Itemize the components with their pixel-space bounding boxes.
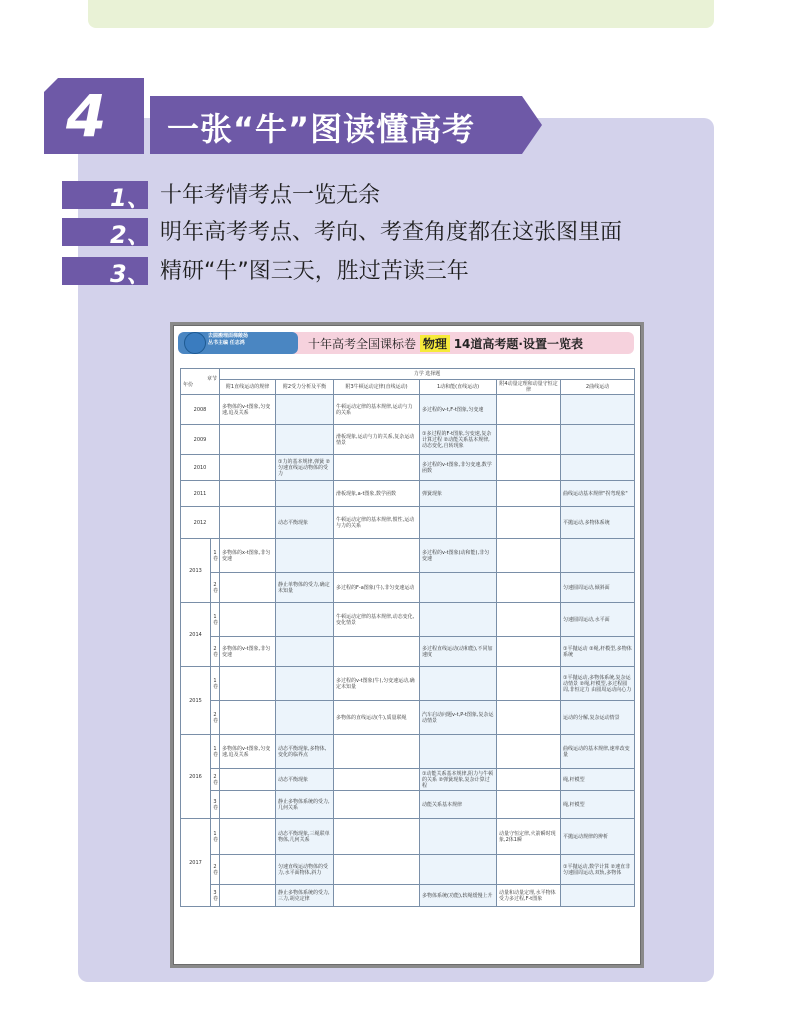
table-cell: 动态平衡现象,三绳联单物体,几何关系 bbox=[276, 819, 334, 855]
table-row bbox=[181, 637, 635, 667]
paper-cell: 2卷 bbox=[211, 637, 220, 667]
table-cell: 静止多物体系统的受力,三力,胡克定律 bbox=[276, 885, 334, 907]
table-cell bbox=[561, 539, 635, 573]
table-cell bbox=[220, 481, 276, 507]
table-row bbox=[181, 791, 635, 819]
table-cell: 多过程直线运动(动和能),不同加速度 bbox=[420, 637, 497, 667]
table-cell: 多过程的v-t,F-t图象,匀变速 bbox=[420, 395, 497, 425]
table-cell bbox=[420, 507, 497, 539]
table-cell: 运动的分解,复杂运动情景 bbox=[561, 701, 635, 735]
table-cell bbox=[276, 637, 334, 667]
table-cell bbox=[220, 507, 276, 539]
table-row bbox=[181, 573, 635, 603]
table-cell bbox=[334, 455, 420, 481]
table-cell bbox=[276, 425, 334, 455]
year-cell: 2015 bbox=[181, 667, 211, 735]
table-cell bbox=[220, 667, 276, 701]
table-cell: 多过程的v-t图象(动和能),非匀变速 bbox=[420, 539, 497, 573]
table-cell: 绳,杆模型 bbox=[561, 791, 635, 819]
year-cell: 2008 bbox=[181, 395, 220, 425]
table-cell bbox=[497, 539, 561, 573]
paper-cell: 1卷 bbox=[211, 667, 220, 701]
table-cell bbox=[420, 735, 497, 769]
table-cell: ①力的基本规律,弹簧 ②匀速直线运动物体的受力 bbox=[276, 455, 334, 481]
paper-cell: 2卷 bbox=[211, 573, 220, 603]
column-header: 1动和能(直线运动) bbox=[420, 380, 497, 395]
table-cell: 多物体的v-t图象,匀变速,追及关系 bbox=[220, 395, 276, 425]
table-cell: 静止单物体的受力,确定未知量 bbox=[276, 573, 334, 603]
table-row bbox=[181, 885, 635, 907]
table-cell: 多物体的直线运动(牛),质量联绳 bbox=[334, 701, 420, 735]
badge-number: 4 bbox=[66, 82, 107, 150]
corner-header: 章节 年份 bbox=[181, 369, 220, 395]
table-cell bbox=[497, 573, 561, 603]
table-row bbox=[181, 769, 635, 791]
document-header bbox=[178, 330, 634, 356]
table-cell bbox=[497, 603, 561, 637]
table-cell bbox=[420, 819, 497, 855]
table-cell bbox=[420, 667, 497, 701]
table-row bbox=[181, 425, 635, 455]
table-cell bbox=[220, 769, 276, 791]
table-cell: 多物体的x-t图象,非匀变速 bbox=[220, 539, 276, 573]
table-row bbox=[181, 507, 635, 539]
category-row bbox=[181, 369, 635, 380]
table-cell bbox=[220, 819, 276, 855]
paper-cell: 3卷 bbox=[211, 885, 220, 907]
paper-cell: 2卷 bbox=[211, 855, 220, 885]
table-cell bbox=[497, 395, 561, 425]
table-cell: ①多过程的F-t图象,匀变速,复杂计算过程 ②动能关系基本规律,动态变化,自转现象 bbox=[420, 425, 497, 455]
table-cell bbox=[276, 603, 334, 637]
paper-cell: 1卷 bbox=[211, 539, 220, 573]
table-cell: 多物体的v-t图象,匀变速,追及关系 bbox=[220, 735, 276, 769]
table-cell bbox=[420, 573, 497, 603]
table-cell bbox=[276, 395, 334, 425]
table-cell: 动量和动量定理,水平物体受力多过程,F-t图象 bbox=[497, 885, 561, 907]
year-cell: 2014 bbox=[181, 603, 211, 667]
table-body bbox=[181, 395, 635, 907]
table-cell bbox=[497, 769, 561, 791]
table-cell bbox=[220, 855, 276, 885]
table-cell: ①平抛运动,多物体系统,复杂运动情景 ②绳,杆模型,多过程圆周,非恒定力 由圆周运动向心力 bbox=[561, 667, 635, 701]
point-3-number: 3、 bbox=[110, 260, 151, 288]
year-cell: 2013 bbox=[181, 539, 211, 603]
table-cell: 动能关系基本规律 bbox=[420, 791, 497, 819]
table-cell: 动态平衡现象 bbox=[276, 769, 334, 791]
table-cell: 多过程的v-t图象(牛),匀变速运动,确定未知量 bbox=[334, 667, 420, 701]
column-header: 附4动量定理和动量守恒定律 bbox=[497, 380, 561, 395]
column-header: 附2受力分析及平衡 bbox=[276, 380, 334, 395]
table-cell: 平抛运动,多物体系统 bbox=[561, 507, 635, 539]
table-row bbox=[181, 819, 635, 855]
table-cell bbox=[334, 637, 420, 667]
table-cell bbox=[497, 637, 561, 667]
table-cell: ①平抛运动 ②绳,杆模型,多物体系统 bbox=[561, 637, 635, 667]
paper-cell: 1卷 bbox=[211, 819, 220, 855]
table-row bbox=[181, 735, 635, 769]
paper-cell: 1卷 bbox=[211, 735, 220, 769]
table-cell bbox=[561, 885, 635, 907]
table-cell bbox=[497, 701, 561, 735]
year-cell: 2010 bbox=[181, 455, 220, 481]
table-row bbox=[181, 539, 635, 573]
year-cell: 2017 bbox=[181, 819, 211, 907]
table-cell: 牛顿运动定律的基本规律,惯性,运动与力的关系 bbox=[334, 507, 420, 539]
table-row bbox=[181, 395, 635, 425]
point-3-text: 精研“牛”图三天，胜过苦读三年 bbox=[160, 259, 469, 284]
table-cell bbox=[497, 507, 561, 539]
top-decorative-bar bbox=[88, 0, 714, 28]
table-cell bbox=[276, 481, 334, 507]
table-cell bbox=[334, 791, 420, 819]
category-header: 力学 选择题 bbox=[220, 369, 635, 380]
table-cell: ①动能关系基本规律,阻力与牛顿的关系 ②弹簧现象,复杂计算过程 bbox=[420, 769, 497, 791]
table-cell bbox=[497, 481, 561, 507]
year-cell: 2012 bbox=[181, 507, 220, 539]
table-cell: 汽车启动问题v-t,P-t图象,复杂运动情景 bbox=[420, 701, 497, 735]
table-cell bbox=[420, 855, 497, 885]
table-cell bbox=[334, 769, 420, 791]
table-row bbox=[181, 855, 635, 885]
table-cell: 绳,杆模型 bbox=[561, 769, 635, 791]
table-cell: 匀速圆周运动,水平面 bbox=[561, 603, 635, 637]
table-cell bbox=[220, 455, 276, 481]
publisher-logo-icon bbox=[184, 332, 206, 354]
table-cell bbox=[420, 603, 497, 637]
table-cell bbox=[497, 735, 561, 769]
point-1-text: 十年考情考点一览无余 bbox=[160, 183, 381, 208]
table-cell bbox=[497, 855, 561, 885]
table-cell bbox=[497, 791, 561, 819]
table-cell bbox=[334, 539, 420, 573]
table-cell: 动态平衡现象 bbox=[276, 507, 334, 539]
table-row bbox=[181, 603, 635, 637]
table-row bbox=[181, 481, 635, 507]
point-2-text: 明年高考考点、考向、考查角度都在这张图里面 bbox=[160, 220, 623, 245]
table-cell: 牛顿运动定律的基本规律,动态变化,变化情景 bbox=[334, 603, 420, 637]
table-cell bbox=[220, 573, 276, 603]
paper-cell: 2卷 bbox=[211, 701, 220, 735]
column-header: 附1直线运动的规律 bbox=[220, 380, 276, 395]
table-cell: 牛顿运动定律的基本规律,运动与力的关系 bbox=[334, 395, 420, 425]
paper-cell: 1卷 bbox=[211, 603, 220, 637]
table-cell bbox=[561, 395, 635, 425]
table-cell bbox=[276, 539, 334, 573]
column-header-row bbox=[181, 380, 635, 395]
table-cell: 曲线运动基本规律"拐弯现象" bbox=[561, 481, 635, 507]
page-title: 一张“牛”图读懂高考 bbox=[167, 110, 476, 148]
table-cell: ①平抛运动,数学计算 ②速直非匀速圆周运动,双轨,多物体 bbox=[561, 855, 635, 885]
paper-cell: 2卷 bbox=[211, 769, 220, 791]
table-cell bbox=[561, 425, 635, 455]
table-cell: 动态平衡现象,多物体,变化的临界点 bbox=[276, 735, 334, 769]
table-row bbox=[181, 701, 635, 735]
table-cell bbox=[334, 735, 420, 769]
table-cell bbox=[220, 791, 276, 819]
paper-cell: 3卷 bbox=[211, 791, 220, 819]
table-cell: 滑板现象,a-t图象,数学函数 bbox=[334, 481, 420, 507]
table-cell: 多物体的v-t图象,非匀变速 bbox=[220, 637, 276, 667]
table-cell: 滑板现象,运动与力的关系,复杂运动情景 bbox=[334, 425, 420, 455]
table-cell bbox=[276, 701, 334, 735]
table-cell: 弹簧现象 bbox=[420, 481, 497, 507]
table-cell bbox=[561, 455, 635, 481]
table-cell bbox=[334, 819, 420, 855]
point-2-number: 2、 bbox=[110, 221, 151, 249]
table-cell: 多物体系统(功能),软绳缓慢上升 bbox=[420, 885, 497, 907]
table-cell bbox=[334, 885, 420, 907]
table-cell bbox=[497, 425, 561, 455]
table-cell: 曲线运动的基本规律,速率改变量 bbox=[561, 735, 635, 769]
table-cell bbox=[220, 425, 276, 455]
table-cell: 多过程的F-a图象(牛),非匀变速运动 bbox=[334, 573, 420, 603]
table-cell: 匀速圆周运动,倾斜面 bbox=[561, 573, 635, 603]
table-cell bbox=[220, 603, 276, 637]
document-title: 十年高考全国课标卷 物理 14道高考题·设置一览表 bbox=[308, 337, 583, 351]
year-cell: 2016 bbox=[181, 735, 211, 819]
table-cell: 匀速直线运动物体的受力,水平面物体,斜力 bbox=[276, 855, 334, 885]
table-cell: 多过程的v-t图象,非匀变速,数学函数 bbox=[420, 455, 497, 481]
column-header: 附3牛顿运动定律(直线运动) bbox=[334, 380, 420, 395]
table-cell bbox=[220, 701, 276, 735]
table-cell: 动量守恒定律,火箭瞬时现象,2体1瞬 bbox=[497, 819, 561, 855]
table-cell bbox=[334, 855, 420, 885]
year-cell: 2009 bbox=[181, 425, 220, 455]
overview-table-document bbox=[173, 325, 641, 965]
table-cell bbox=[497, 455, 561, 481]
table-cell: 平抛运动规律的辨析 bbox=[561, 819, 635, 855]
table-cell: 静止多物体系统的受力,几何关系 bbox=[276, 791, 334, 819]
year-cell: 2011 bbox=[181, 481, 220, 507]
table-cell bbox=[276, 667, 334, 701]
publisher-info: 去圆搬理面梯敞扬 丛书主编 任志鸿 bbox=[208, 333, 249, 346]
table-row bbox=[181, 455, 635, 481]
point-1-number: 1、 bbox=[110, 184, 151, 212]
table-row bbox=[181, 667, 635, 701]
table-cell bbox=[497, 667, 561, 701]
table-cell bbox=[220, 885, 276, 907]
column-header: 2曲线运动 bbox=[561, 380, 635, 395]
exam-overview-table bbox=[180, 368, 635, 907]
